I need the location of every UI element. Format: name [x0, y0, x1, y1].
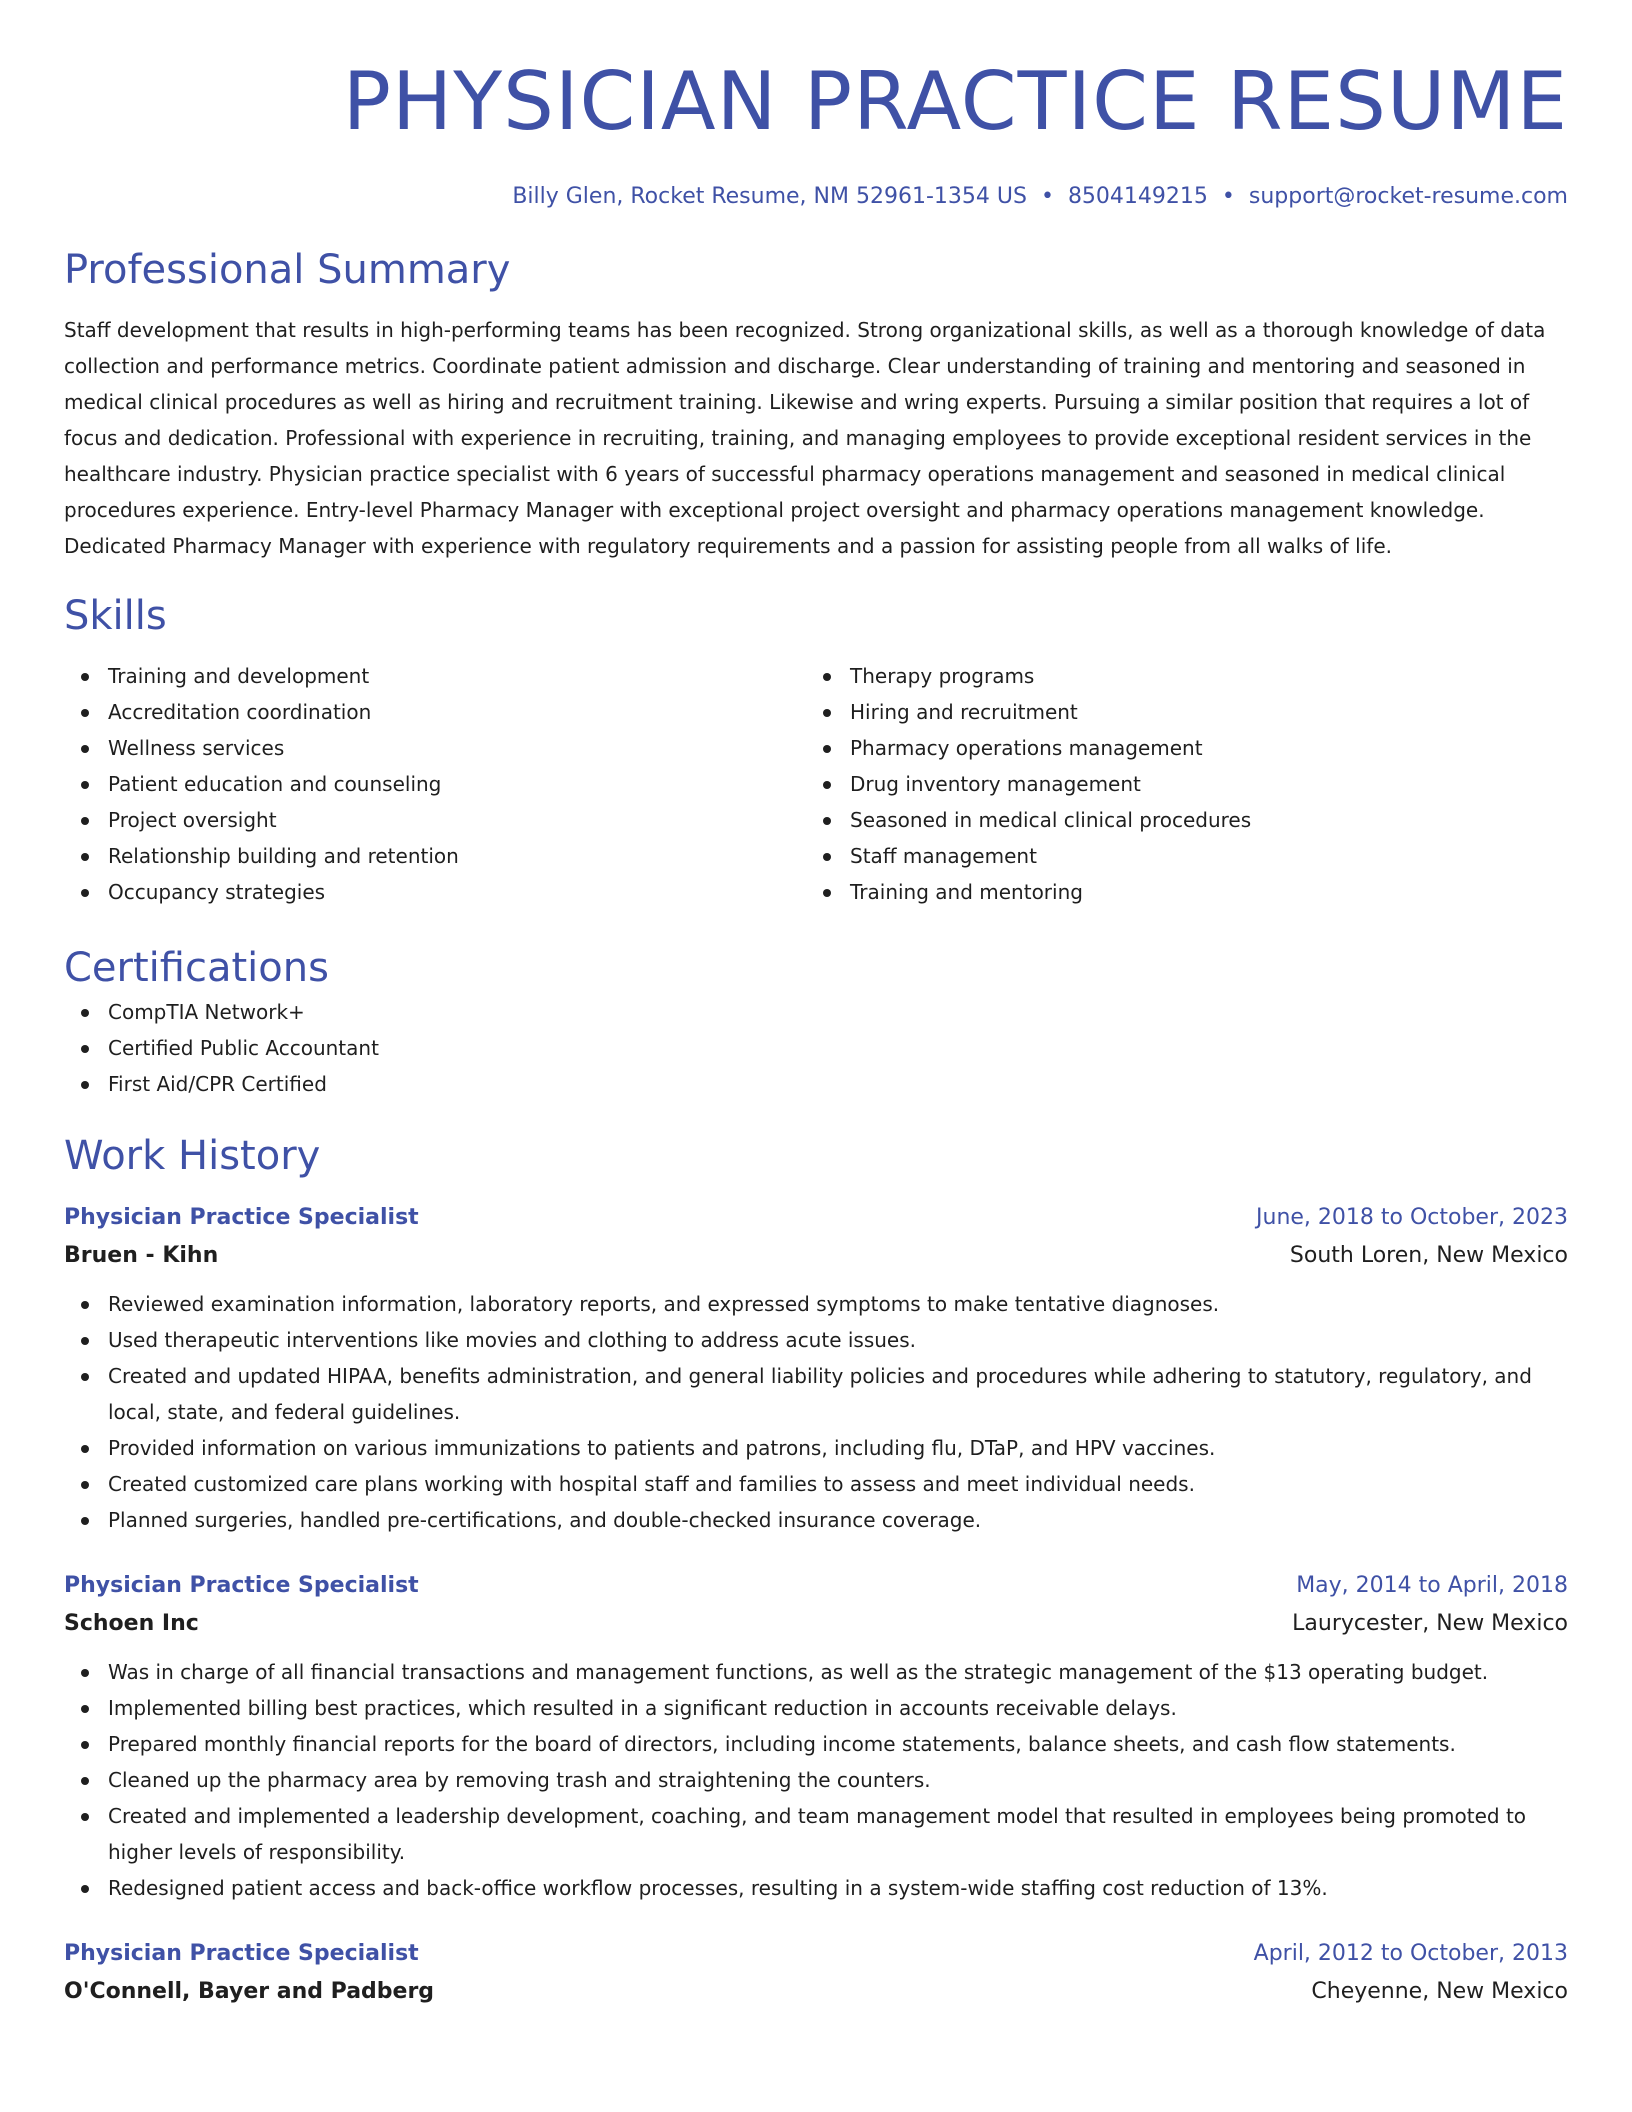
- certification-item: First Aid/CPR Certified: [108, 1066, 1568, 1102]
- skill-item: Hiring and recruitment: [850, 694, 1548, 730]
- job-bullet: Provided information on various immunizations to patients and patrons, including flu, DTaP, and HPV vaccines.: [108, 1430, 1568, 1466]
- job-bullet: Redesigned patient access and back-office workflow processes, resulting in a system-wide staffing cost reduction of 13%.: [108, 1870, 1568, 1906]
- skill-item: Staff management: [850, 838, 1548, 874]
- skill-item: Therapy programs: [850, 658, 1548, 694]
- job-employer-row: [64, 1972, 1568, 2012]
- job-bullets: [64, 1654, 1568, 1906]
- job-bullet: Created and updated HIPAA, benefits administration, and general liability policies and procedures while adhering to statutory, regulatory, and local, state, and federal guidelines.: [108, 1358, 1568, 1430]
- job-bullet: Created customized care plans working with hospital staff and families to assess and meet individual needs.: [108, 1466, 1568, 1502]
- job-bullet: Planned surgeries, handled pre-certifications, and double-checked insurance coverage.: [108, 1502, 1568, 1538]
- job-entry: [64, 1200, 1568, 1538]
- resume-page: [64, 0, 1568, 2012]
- skills-column-left: [64, 658, 806, 910]
- job-bullet: Used therapeutic interventions like movies and clothing to address acute issues.: [108, 1322, 1568, 1358]
- skill-item: Training and development: [108, 658, 806, 694]
- job-title: Physician Practice Specialist: [64, 1941, 419, 1966]
- job-bullet: Reviewed examination information, laboratory reports, and expressed symptoms to make tentative diagnoses.: [108, 1286, 1568, 1322]
- job-entry: [64, 1936, 1568, 2012]
- job-header: [64, 1568, 1568, 1604]
- summary-heading: Professional Summary: [64, 247, 511, 293]
- job-header: [64, 1200, 1568, 1236]
- job-title: Physician Practice Specialist: [64, 1573, 419, 1598]
- job-bullet: Created and implemented a leadership development, coaching, and team management model that resulted in employees being promoted to higher levels of responsibility.: [108, 1798, 1568, 1870]
- skill-item: Pharmacy operations management: [850, 730, 1548, 766]
- job-company: Bruen - Kihn: [64, 1243, 219, 1268]
- skill-item: Training and mentoring: [850, 874, 1548, 910]
- work-history-heading: Work History: [64, 1133, 321, 1179]
- job-company: Schoen Inc: [64, 1611, 199, 1636]
- contact-email: support@rocket-resume.com: [1248, 184, 1568, 209]
- certifications-heading: Certifications: [64, 945, 329, 991]
- skill-item: Wellness services: [108, 730, 806, 766]
- skill-item: Occupancy strategies: [108, 874, 806, 910]
- job-bullet: Prepared monthly financial reports for the board of directors, including income statements, balance sheets, and cash flow statements.: [108, 1726, 1568, 1762]
- skill-item: Relationship building and retention: [108, 838, 806, 874]
- contact-phone: 8504149215: [1067, 184, 1208, 209]
- job-dates: May, 2014 to April, 2018: [1296, 1573, 1568, 1598]
- contact-address: Billy Glen, Rocket Resume, NM 52961-1354 US: [512, 184, 1027, 209]
- job-entry: [64, 1568, 1568, 1906]
- job-bullet: Cleaned up the pharmacy area by removing trash and straightening the counters.: [108, 1762, 1568, 1798]
- skills-column-right: [806, 658, 1548, 910]
- job-location: Laurycester, New Mexico: [1292, 1611, 1568, 1636]
- certification-item: CompTIA Network+: [108, 994, 1568, 1030]
- job-employer-row: [64, 1604, 1568, 1644]
- certifications-list: [64, 994, 1568, 1102]
- skill-item: Seasoned in medical clinical procedures: [850, 802, 1548, 838]
- job-dates: April, 2012 to October, 2013: [1253, 1941, 1568, 1966]
- certification-item: Certified Public Accountant: [108, 1030, 1568, 1066]
- job-bullets: [64, 1286, 1568, 1538]
- job-location: South Loren, New Mexico: [1289, 1243, 1568, 1268]
- job-bullet: Was in charge of all financial transactions and management functions, as well as the strategic management of the $13 operating budget.: [108, 1654, 1568, 1690]
- skill-item: Accreditation coordination: [108, 694, 806, 730]
- job-bullet: Implemented billing best practices, which resulted in a significant reduction in accounts receivable delays.: [108, 1690, 1568, 1726]
- job-company: O'Connell, Bayer and Padberg: [64, 1979, 435, 2004]
- contact-separator: •: [1040, 184, 1054, 209]
- resume-title: PHYSICIAN PRACTICE RESUME: [342, 55, 1568, 148]
- job-dates: June, 2018 to October, 2023: [1256, 1205, 1568, 1230]
- skills-heading: Skills: [64, 593, 167, 639]
- skill-item: Project oversight: [108, 802, 806, 838]
- job-title: Physician Practice Specialist: [64, 1205, 419, 1230]
- skill-item: Drug inventory management: [850, 766, 1548, 802]
- skill-item: Patient education and counseling: [108, 766, 806, 802]
- job-location: Cheyenne, New Mexico: [1311, 1979, 1568, 2004]
- contact-line: [64, 180, 1568, 214]
- job-employer-row: [64, 1236, 1568, 1276]
- summary-text: Staff development that results in high-performing teams has been recognized. Strong organizational skills, as well as a thorough knowledge of data collection and performance metrics. Coordinate patient admission and discharge. Clear understanding of training and mentoring and seasoned in medical clinical procedures as well as hiring and recruitment training. Likewise and wring experts. Pursuing a similar position that requires a lot of focus and dedication. Professional with experience in recruiting, training, and managing employees to provide exceptional resident services in the healthcare industry. Physician practice specialist with 6 years of successful pharmacy operations management and seasoned in medical clinical procedures experience. Entry-level Pharmacy Manager with exceptional project oversight and pharmacy operations management knowledge. Dedicated Pharmacy Manager with experience with regulatory requirements and a passion for assisting people from all walks of life.: [64, 318, 1546, 558]
- job-header: [64, 1936, 1568, 1972]
- contact-separator: •: [1221, 184, 1235, 209]
- skills-list: [64, 658, 1568, 910]
